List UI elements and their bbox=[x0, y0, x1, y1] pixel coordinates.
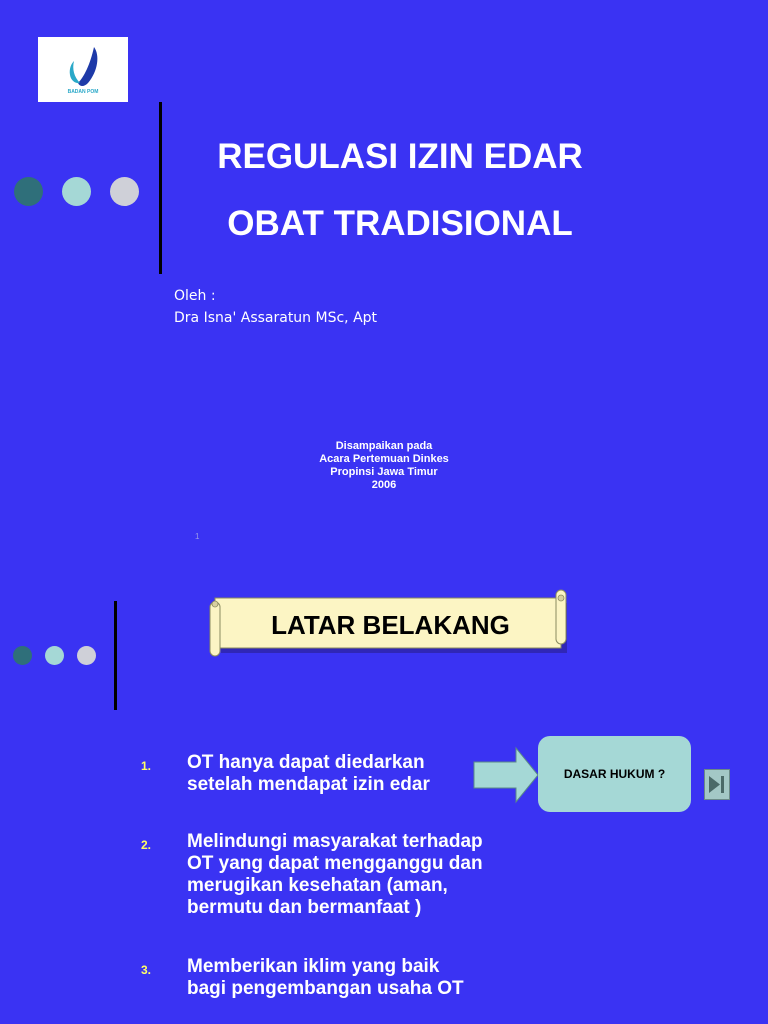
badan-pom-logo bbox=[38, 37, 128, 102]
event-line: Disampaikan pada bbox=[335, 440, 433, 452]
event-line: 2006 bbox=[371, 479, 397, 491]
list-line: OT yang dapat mengganggu dan bbox=[187, 853, 483, 874]
decor-dot-dark bbox=[13, 646, 32, 665]
logo-text: BADAN POM bbox=[67, 89, 99, 95]
list-line: bagi pengembangan usaha OT bbox=[187, 978, 464, 999]
event-line: Acara Pertemuan Dinkes bbox=[319, 453, 449, 465]
author-label: Oleh : bbox=[174, 288, 216, 304]
list-line: OT hanya dapat diedarkan bbox=[187, 752, 425, 773]
list-number: 3. bbox=[141, 963, 152, 977]
divider-line bbox=[114, 601, 117, 710]
slide-latar-belakang bbox=[0, 560, 768, 1024]
decor-dot-mid bbox=[45, 646, 64, 665]
divider-line bbox=[159, 102, 162, 274]
slide-heading: LATAR BELAKANG bbox=[271, 610, 510, 640]
list-line: merugikan kesehatan (aman, bbox=[187, 875, 448, 896]
title-line-1: REGULASI IZIN EDAR bbox=[217, 137, 583, 176]
decor-dot-light bbox=[110, 177, 139, 206]
skip-forward-icon bbox=[705, 770, 729, 799]
list-line: setelah mendapat izin edar bbox=[187, 774, 430, 795]
event-line: Propinsi Jawa Timur bbox=[330, 466, 438, 478]
list-number: 1. bbox=[141, 759, 152, 773]
list-number: 2. bbox=[141, 838, 152, 852]
list-line: Memberikan iklim yang baik bbox=[187, 956, 440, 977]
list-line: bermutu dan bermanfaat ) bbox=[187, 897, 422, 918]
decor-dot-mid bbox=[62, 177, 91, 206]
author-name: Dra Isna' Assaratun MSc, Apt bbox=[174, 310, 378, 326]
title-line-2: OBAT TRADISIONAL bbox=[227, 204, 573, 243]
list-line: Melindungi masyarakat terhadap bbox=[187, 831, 483, 852]
page-number: 1 bbox=[195, 532, 200, 541]
right-arrow-icon bbox=[472, 746, 542, 804]
next-slide-button[interactable] bbox=[704, 769, 730, 800]
decor-dot-light bbox=[77, 646, 96, 665]
decor-dot-dark bbox=[14, 177, 43, 206]
dasar-hukum-callout: DASAR HUKUM ? bbox=[538, 736, 691, 812]
list-item-2 bbox=[187, 831, 537, 919]
list-item-3 bbox=[187, 956, 537, 1000]
